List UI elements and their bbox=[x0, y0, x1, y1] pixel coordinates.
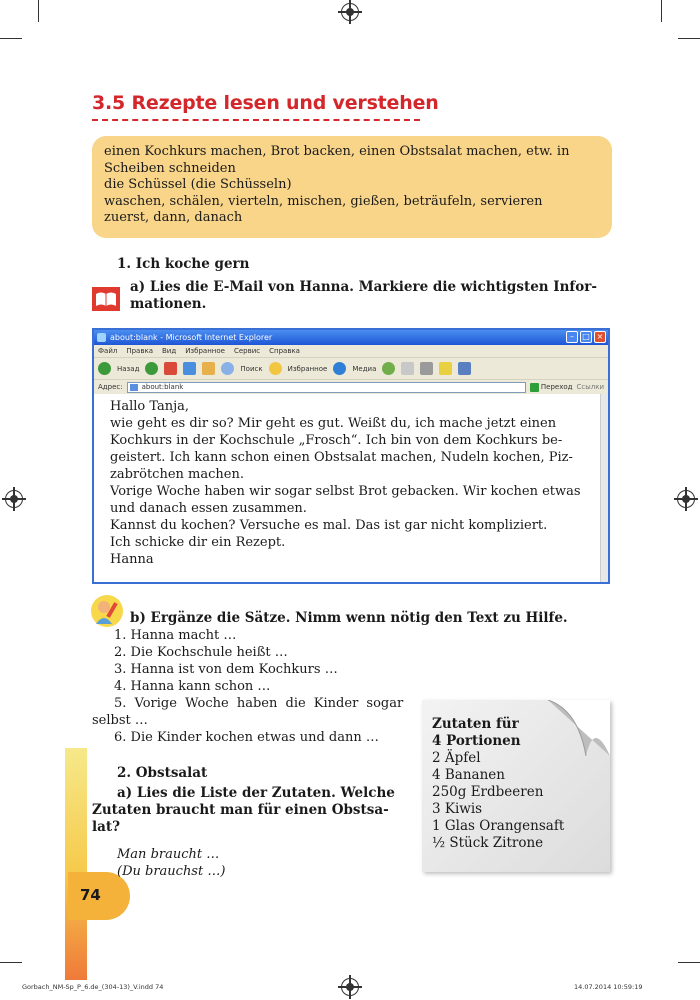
task1a-line: mationen. bbox=[130, 296, 207, 312]
browser-content bbox=[94, 394, 608, 582]
recipe-title: 4 Portionen bbox=[432, 733, 521, 749]
ingredient: 250g Erdbeeren bbox=[432, 784, 544, 800]
crop-mark bbox=[661, 0, 662, 22]
email-line: Ich schicke dir ein Rezept. bbox=[110, 535, 286, 550]
search-label[interactable]: Поиск bbox=[240, 364, 263, 373]
section-title: 3.5 Rezepte lesen und verstehen bbox=[92, 92, 439, 114]
maximize-button[interactable]: □ bbox=[580, 331, 592, 343]
ingredient: 3 Kiwis bbox=[432, 801, 483, 817]
list-item: 3. Hanna ist von dem Kochkurs … bbox=[114, 662, 338, 677]
browser-title: about:blank - Microsoft Internet Explorer bbox=[110, 333, 273, 342]
task2-heading: 2. Obstsalat bbox=[117, 765, 208, 781]
task2a-line: a) Lies die Liste der Zutaten. Welche bbox=[117, 785, 395, 801]
menu-item[interactable]: Справка bbox=[269, 347, 300, 355]
list-item: 4. Hanna kann schon … bbox=[114, 679, 271, 694]
pencil-writer-icon bbox=[90, 594, 124, 628]
go-label: Переход bbox=[540, 383, 573, 391]
footer-timestamp: 14.07.2014 10:59:19 bbox=[574, 983, 643, 991]
stop-icon[interactable] bbox=[164, 362, 177, 375]
email-line: und danach essen zusammen. bbox=[110, 501, 307, 516]
ingredient: 4 Bananen bbox=[432, 767, 505, 783]
recipe-text bbox=[432, 716, 564, 852]
go-arrow-icon bbox=[530, 383, 539, 392]
ingredient: 2 Äpfel bbox=[432, 750, 481, 766]
page-edge-bar bbox=[65, 748, 87, 980]
email-line: Kannst du kochen? Versuche es mal. Das ist gar nicht kompliziert. bbox=[110, 518, 548, 533]
title-underline bbox=[92, 119, 420, 121]
email-line: Kochkurs in der Kochschule „Frosch“. Ich bin von dem Kochkurs be- bbox=[110, 433, 563, 448]
task2a-line: Zutaten braucht man für einen Obstsa- bbox=[92, 802, 389, 818]
vocab-line: die Schüssel (die Schüsseln) bbox=[104, 177, 292, 192]
address-label: Адрес: bbox=[98, 383, 123, 391]
media-label[interactable]: Медиа bbox=[352, 364, 377, 373]
registration-mark-icon bbox=[5, 490, 23, 508]
forward-icon[interactable] bbox=[145, 362, 158, 375]
vocab-line: zuerst, dann, danach bbox=[104, 210, 243, 225]
list-item: 5. Vorige Woche haben die Kinder sogar bbox=[114, 696, 404, 711]
browser-window bbox=[92, 328, 610, 584]
search-icon[interactable] bbox=[221, 362, 234, 375]
list-item: 1. Hanna macht … bbox=[114, 628, 237, 643]
task1-heading: 1. Ich koche gern bbox=[117, 256, 250, 272]
sentence-list bbox=[92, 627, 404, 746]
ingredient: ½ Stück Zitrone bbox=[432, 835, 544, 851]
task2a-line: lat? bbox=[92, 819, 121, 835]
browser-toolbar bbox=[94, 357, 608, 379]
email-line: zabrötchen machen. bbox=[110, 467, 244, 482]
email-text bbox=[110, 398, 590, 568]
vocabulary-box bbox=[92, 136, 612, 238]
registration-mark-icon bbox=[341, 3, 359, 21]
book-icon bbox=[92, 287, 120, 311]
answer-starter: (Du brauchst …) bbox=[117, 864, 226, 879]
menu-item[interactable]: Файл bbox=[98, 347, 118, 355]
vocab-line: einen Kochkurs machen, Brot backen, einen Obstsalat machen, etw. in bbox=[104, 144, 570, 159]
answer-starter: Man braucht … bbox=[117, 847, 220, 862]
refresh-icon[interactable] bbox=[183, 362, 196, 375]
print-icon[interactable] bbox=[420, 362, 433, 375]
list-item: selbst … bbox=[92, 713, 148, 728]
email-line: Hallo Tanja, bbox=[110, 399, 190, 414]
menu-item[interactable]: Правка bbox=[126, 347, 153, 355]
list-item: 6. Die Kinder kochen etwas und dann … bbox=[114, 730, 379, 745]
address-bar bbox=[94, 379, 608, 394]
menu-item[interactable]: Вид bbox=[161, 347, 177, 355]
vocab-line: waschen, schälen, vierteln, mischen, gießen, beträufeln, servieren bbox=[104, 193, 543, 209]
home-icon[interactable] bbox=[202, 362, 215, 375]
crop-mark bbox=[678, 962, 700, 963]
menu-item[interactable]: Избранное bbox=[185, 347, 225, 355]
page-number: 74 bbox=[80, 886, 101, 904]
list-item: 2. Die Kochschule heißt … bbox=[114, 645, 288, 660]
crop-mark bbox=[38, 0, 39, 22]
registration-mark-icon bbox=[677, 490, 695, 508]
crop-mark bbox=[678, 38, 700, 39]
favorites-label[interactable]: Избранное bbox=[287, 364, 328, 373]
recipe-title: Zutaten für bbox=[432, 716, 519, 732]
vocab-line: Scheiben schneiden bbox=[104, 160, 236, 176]
browser-menu-bar bbox=[94, 345, 608, 357]
go-button[interactable] bbox=[530, 383, 573, 392]
crop-mark bbox=[0, 38, 22, 39]
task1b-heading: b) Ergänze die Sätze. Nimm wenn nötig den Text zu Hilfe. bbox=[130, 610, 568, 626]
address-input[interactable]: about:blank bbox=[127, 382, 526, 393]
history-icon[interactable] bbox=[382, 362, 395, 375]
back-icon[interactable] bbox=[98, 362, 111, 375]
favorites-icon[interactable] bbox=[269, 362, 282, 375]
registration-mark-icon bbox=[341, 978, 359, 996]
media-icon[interactable] bbox=[333, 362, 346, 375]
footer-file: Gorbach_NM-Sp_P_6.de_(304-13)_V.indd 74 bbox=[22, 983, 164, 991]
messenger-icon[interactable] bbox=[458, 362, 471, 375]
back-label[interactable]: Назад bbox=[117, 364, 140, 373]
ingredient: 1 Glas Orangensaft bbox=[432, 818, 565, 834]
links-label[interactable]: Ссылки bbox=[576, 383, 604, 391]
email-line: Hanna bbox=[110, 552, 154, 567]
menu-item[interactable]: Сервис bbox=[233, 347, 261, 355]
crop-mark bbox=[0, 962, 22, 963]
ie-logo-icon bbox=[97, 333, 106, 342]
mail-icon[interactable] bbox=[401, 362, 414, 375]
minimize-button[interactable]: – bbox=[566, 331, 578, 343]
email-line: geistert. Ich kann schon einen Obstsalat machen, Nudeln kochen, Piz- bbox=[110, 450, 573, 465]
email-line: wie geht es dir so? Mir geht es gut. Weißt du, ich mache jetzt einen bbox=[110, 416, 557, 431]
browser-titlebar bbox=[94, 330, 608, 345]
folder-icon[interactable] bbox=[439, 362, 452, 375]
email-line: Vorige Woche haben wir sogar selbst Brot gebacken. Wir kochen etwas bbox=[110, 484, 581, 499]
task1a-line: a) Lies die E-Mail von Hanna. Markiere die wichtigsten Infor- bbox=[130, 279, 597, 295]
scrollbar[interactable] bbox=[600, 394, 608, 582]
close-button[interactable]: × bbox=[594, 331, 606, 343]
